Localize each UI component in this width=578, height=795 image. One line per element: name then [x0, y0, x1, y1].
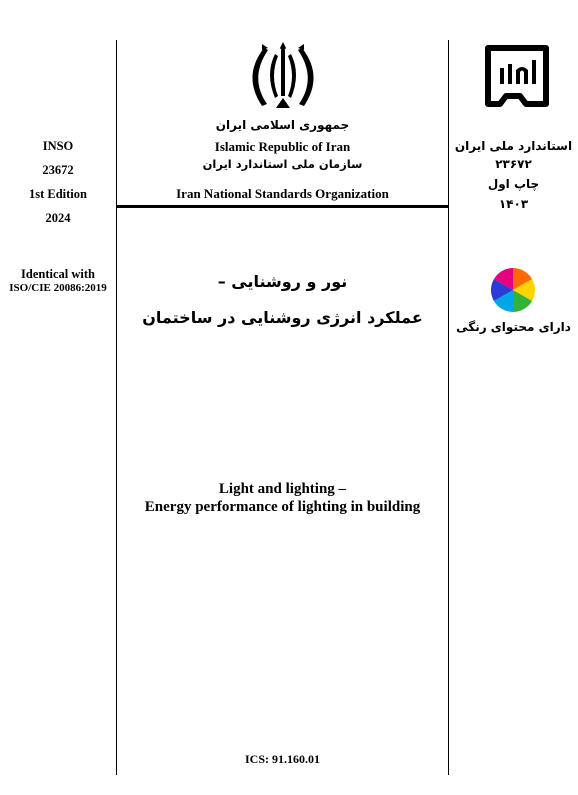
isiri-logo-icon	[484, 44, 550, 108]
identical-reference: ISO/CIE 20086:2019	[9, 282, 107, 294]
iran-emblem-icon	[244, 40, 322, 110]
persian-country-name: جمهوری اسلامی ایران	[215, 118, 350, 132]
persian-org-name: سازمان ملی استاندارد ایران	[202, 157, 363, 171]
english-title-line1: Light and lighting –	[218, 481, 347, 497]
english-country-name: Islamic Republic of Iran	[214, 139, 351, 154]
edition: 1st Edition	[28, 187, 87, 201]
persian-title-line1: نور و روشنایی –	[217, 272, 348, 291]
header-divider	[117, 205, 448, 208]
year: 2024	[45, 211, 71, 225]
color-wheel-icon	[491, 268, 535, 312]
right-year: ۱۴۰۳	[498, 197, 529, 211]
english-org-name: Iran National Standards Organization	[176, 186, 389, 201]
color-content-note: دارای محتوای رنگی	[456, 320, 571, 334]
standard-number: 23672	[42, 163, 74, 177]
english-title-line2: Energy performance of lighting in building	[144, 499, 421, 515]
identical-label: Identical with	[21, 267, 95, 281]
ics-code: ICS: 91.160.01	[244, 752, 320, 766]
right-number: ۲۳۶۷۲	[495, 157, 532, 171]
persian-title-line2: عملکرد انرژی روشنایی در ساختمان	[142, 308, 423, 327]
right-title: استاندارد ملی ایران	[454, 139, 573, 153]
right-edition: چاپ اول	[487, 177, 540, 191]
left-divider	[116, 40, 117, 775]
standard-code: INSO	[42, 139, 74, 153]
